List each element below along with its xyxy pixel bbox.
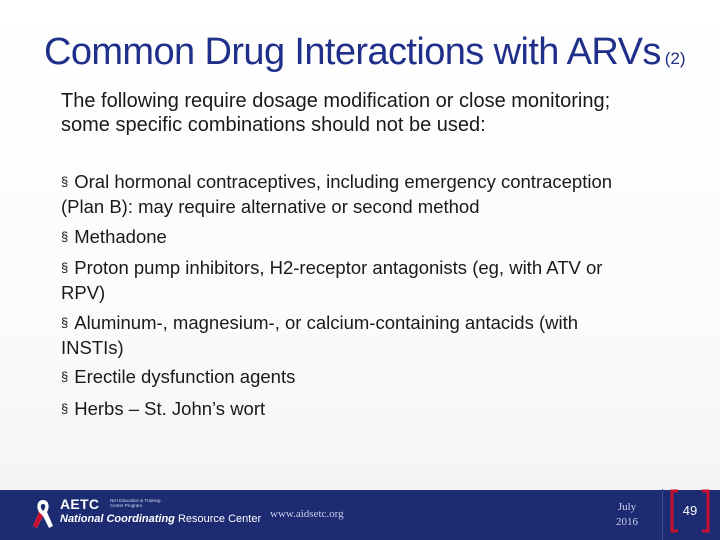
footer-divider — [662, 489, 663, 540]
bullet-text: Methadone — [74, 225, 167, 247]
page-number: 49 — [682, 503, 698, 518]
bullet-icon: § — [61, 228, 69, 244]
intro-paragraph: The following require dosage modification or close monitoring; some specific combinations should not be used: — [61, 90, 611, 136]
slide-date — [612, 500, 642, 530]
bullet-list — [61, 170, 641, 428]
logo-name-light: Resource Center — [177, 513, 262, 525]
bullet-text: Erectile dysfunction agents — [74, 366, 296, 387]
bullet-text: Oral hormonal contraceptives, including emergency contraception (Plan B): may require alternative or second method — [61, 171, 613, 217]
website-link[interactable]: www.aidsetc.org — [270, 508, 344, 520]
slide-title — [44, 30, 714, 81]
bullet-icon: § — [61, 369, 69, 384]
title-suffix: (2) — [664, 49, 686, 68]
list-item — [61, 170, 641, 218]
list-item — [61, 365, 641, 390]
bullet-icon: § — [61, 260, 69, 275]
bullet-text: Aluminum-, magnesium-, or calcium-containing antacids (with INSTIs) — [61, 311, 579, 358]
list-item — [61, 256, 641, 304]
red-ribbon-icon — [30, 498, 56, 530]
date-month: July — [617, 501, 637, 513]
bullet-icon: § — [61, 400, 69, 416]
bullet-text: Herbs – St. John’s wort — [74, 397, 266, 419]
list-item — [61, 311, 641, 359]
title-text: Common Drug Interactions with ARVs — [44, 31, 661, 73]
bullet-icon: § — [61, 174, 69, 189]
aetc-logo — [30, 496, 262, 532]
list-item — [61, 397, 641, 422]
logo-name-bold: National Coordinating — [60, 513, 175, 525]
bullet-icon: § — [61, 314, 69, 330]
date-year: 2016 — [616, 516, 638, 528]
logo-name — [60, 513, 261, 525]
logo-small-text: NIH Education & Training Center Program — [110, 498, 161, 508]
list-item — [61, 225, 641, 250]
bullet-text: Proton pump inhibitors, H2-receptor antagonists (eg, with ATV or RPV) — [61, 257, 603, 303]
logo-aetc-text: AETC — [60, 496, 100, 512]
